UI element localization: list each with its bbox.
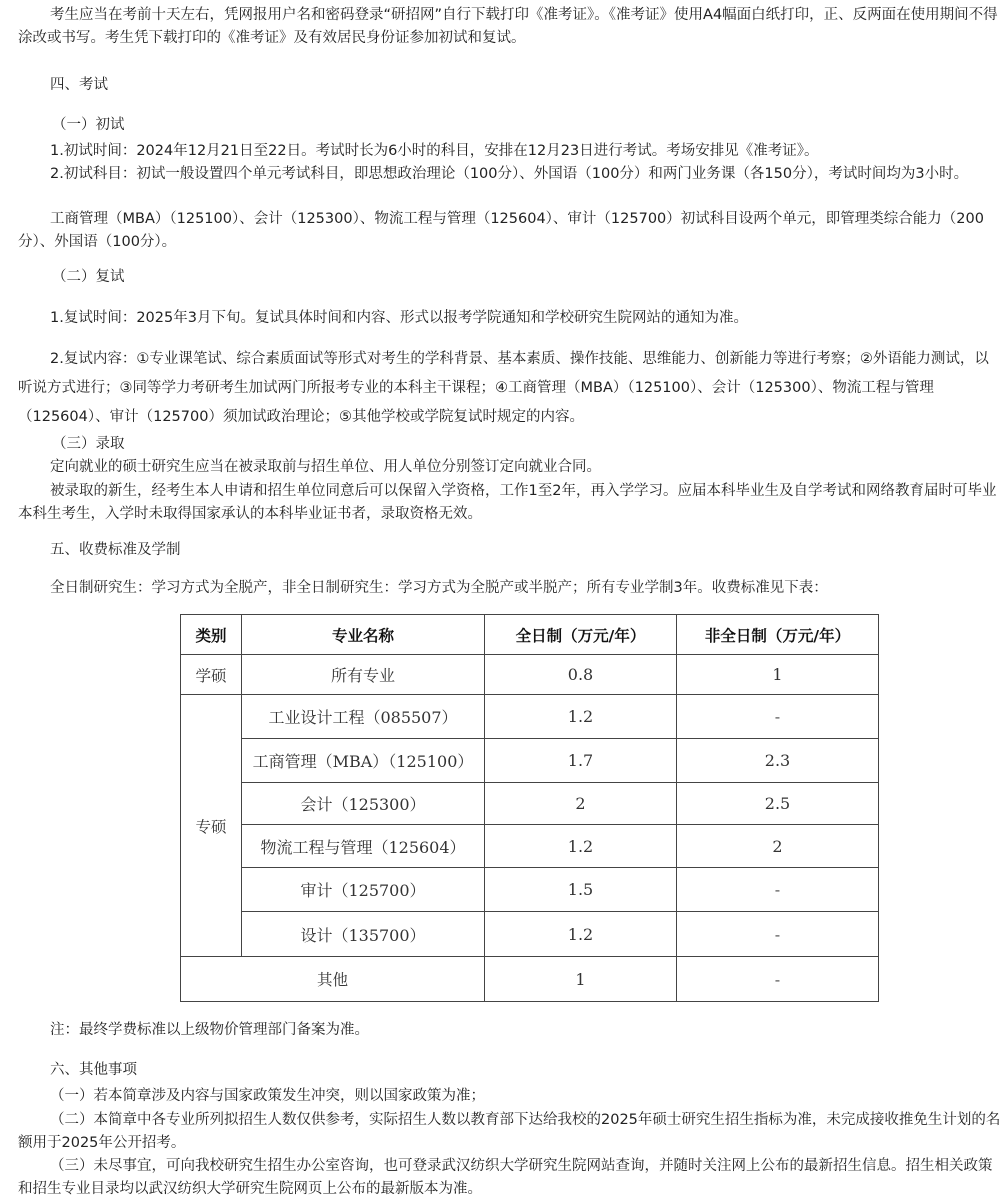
header-parttime: 非全日制（万元/年） [677, 615, 879, 655]
exam-heading: 四、考试 [50, 77, 108, 93]
retest-heading: （二）复试 [52, 269, 125, 285]
category-professional: 专硕 [181, 695, 242, 957]
table-header-row [181, 615, 879, 655]
table-row [181, 783, 879, 825]
major-name: 物流工程与管理（125604） [242, 825, 485, 868]
table-row [181, 825, 879, 868]
parttime-fee: 2.3 [677, 739, 879, 783]
table-row [181, 957, 879, 1002]
table-row [181, 912, 879, 957]
table-row [181, 868, 879, 912]
parttime-fee: - [677, 912, 879, 957]
fulltime-fee: 1.2 [485, 695, 677, 739]
fees-heading: 五、收费标准及学制 [50, 542, 181, 558]
fulltime-fee: 1 [485, 957, 677, 1002]
fulltime-fee: 1.7 [485, 739, 677, 783]
table-row [181, 739, 879, 783]
other-item-3: （三）未尽事宜，可向我校研究生招生办公室咨询，也可登录武汉纺织大学研究生院网站查询，并随时关注网上公布的最新招生信息。招生相关政策和招生专业目录均以武汉纺织大学研究生院网页上公布的最新版本为准。 [18, 1158, 993, 1197]
admit-heading: （三）录取 [52, 436, 125, 452]
parttime-fee: - [677, 868, 879, 912]
fee-table [180, 614, 879, 1002]
prelim-heading: （一）初试 [52, 117, 125, 133]
fees-description: 全日制研究生：学习方式为全脱产，非全日制研究生：学习方式为全脱产或半脱产；所有专业学制3年。收费标准见下表： [50, 580, 828, 596]
table-row [181, 655, 879, 695]
other-item-1: （一）若本简章涉及内容与国家政策发生冲突，则以国家政策为准； [50, 1088, 485, 1104]
major-name: 其他 [181, 957, 485, 1002]
fees-note: 注：最终学费标准以上级物价管理部门备案为准。 [50, 1022, 369, 1038]
header-category: 类别 [181, 615, 242, 655]
category-academic: 学硕 [181, 655, 242, 695]
parttime-fee: - [677, 957, 879, 1002]
header-fulltime: 全日制（万元/年） [485, 615, 677, 655]
fulltime-fee: 1.2 [485, 912, 677, 957]
admit-paragraph-1: 定向就业的硕士研究生应当在被录取前与招生单位、用人单位分别签订定向就业合同。 [50, 459, 601, 475]
other-item-2: （二）本简章中各专业所列拟招生人数仅供参考，实际招生人数以教育部下达给我校的2025年硕士研究生招生指标为准，未完成接收推免生计划的名额用于2025年公开招考。 [18, 1112, 1001, 1151]
major-name: 所有专业 [242, 655, 485, 695]
parttime-fee: 2.5 [677, 783, 879, 825]
admit-paragraph-2: 被录取的新生，经考生本人申请和招生单位同意后可以保留入学资格，工作1至2年，再入学学习。应届本科毕业生及自学考试和网络教育届时可毕业本科生考生，入学时未取得国家承认的本科毕业证书者，录取资格无效。 [18, 483, 997, 522]
major-name: 设计（135700） [242, 912, 485, 957]
major-name: 会计（125300） [242, 783, 485, 825]
fulltime-fee: 1.5 [485, 868, 677, 912]
parttime-fee: 2 [677, 825, 879, 868]
parttime-fee: 1 [677, 655, 879, 695]
major-name: 审计（125700） [242, 868, 485, 912]
retest-time: 1.复试时间：2025年3月下旬。复试具体时间和内容、形式以报考学院通知和学校研究生院网站的通知为准。 [50, 310, 748, 326]
fulltime-fee: 0.8 [485, 655, 677, 695]
major-name: 工商管理（MBA）（125100） [242, 739, 485, 783]
parttime-fee: - [677, 695, 879, 739]
major-name: 工业设计工程（085507） [242, 695, 485, 739]
prelim-subjects: 2.初试科目：初试一般设置四个单元考试科目，即思想政治理论（100分）、外国语（100分）和两门业务课（各150分），考试时间均为3小时。 [50, 166, 969, 182]
prelim-time: 1.初试时间：2024年12月21日至22日。考试时长为6小时的科目，安排在12月23日进行考试。考场安排见《准考证》。 [50, 143, 819, 159]
retest-content: 2.复试内容：①专业课笔试、综合素质面试等形式对考生的学科背景、基本素质、操作技能、思维能力、创新能力等进行考察；②外语能力测试，以听说方式进行；③同等学力考研考生加试两门所报考专业的本科主干课程；④工商管理（MBA）（125100）、会计（125300）、物流工程与管理（125604）、审计（125700）须加试政治理论；⑤其他学校或学院复试时规定的内容。 [18, 351, 989, 425]
other-heading: 六、其他事项 [50, 1062, 137, 1078]
fulltime-fee: 1.2 [485, 825, 677, 868]
fulltime-fee: 2 [485, 783, 677, 825]
table-row [181, 695, 879, 739]
prelim-mba: 工商管理（MBA）（125100）、会计（125300）、物流工程与管理（125604）、审计（125700）初试科目设两个单元，即管理类综合能力（200分）、外国语（100分）。 [18, 211, 984, 250]
header-major: 专业名称 [242, 615, 485, 655]
intro-paragraph: 考生应当在考前十天左右，凭网报用户名和密码登录“研招网”自行下载打印《准考证》。《准考证》使用A4幅面白纸打印，正、反两面在使用期间不得涂改或书写。考生凭下载打印的《准考证》及有效居民身份证参加初试和复试。 [18, 7, 998, 46]
